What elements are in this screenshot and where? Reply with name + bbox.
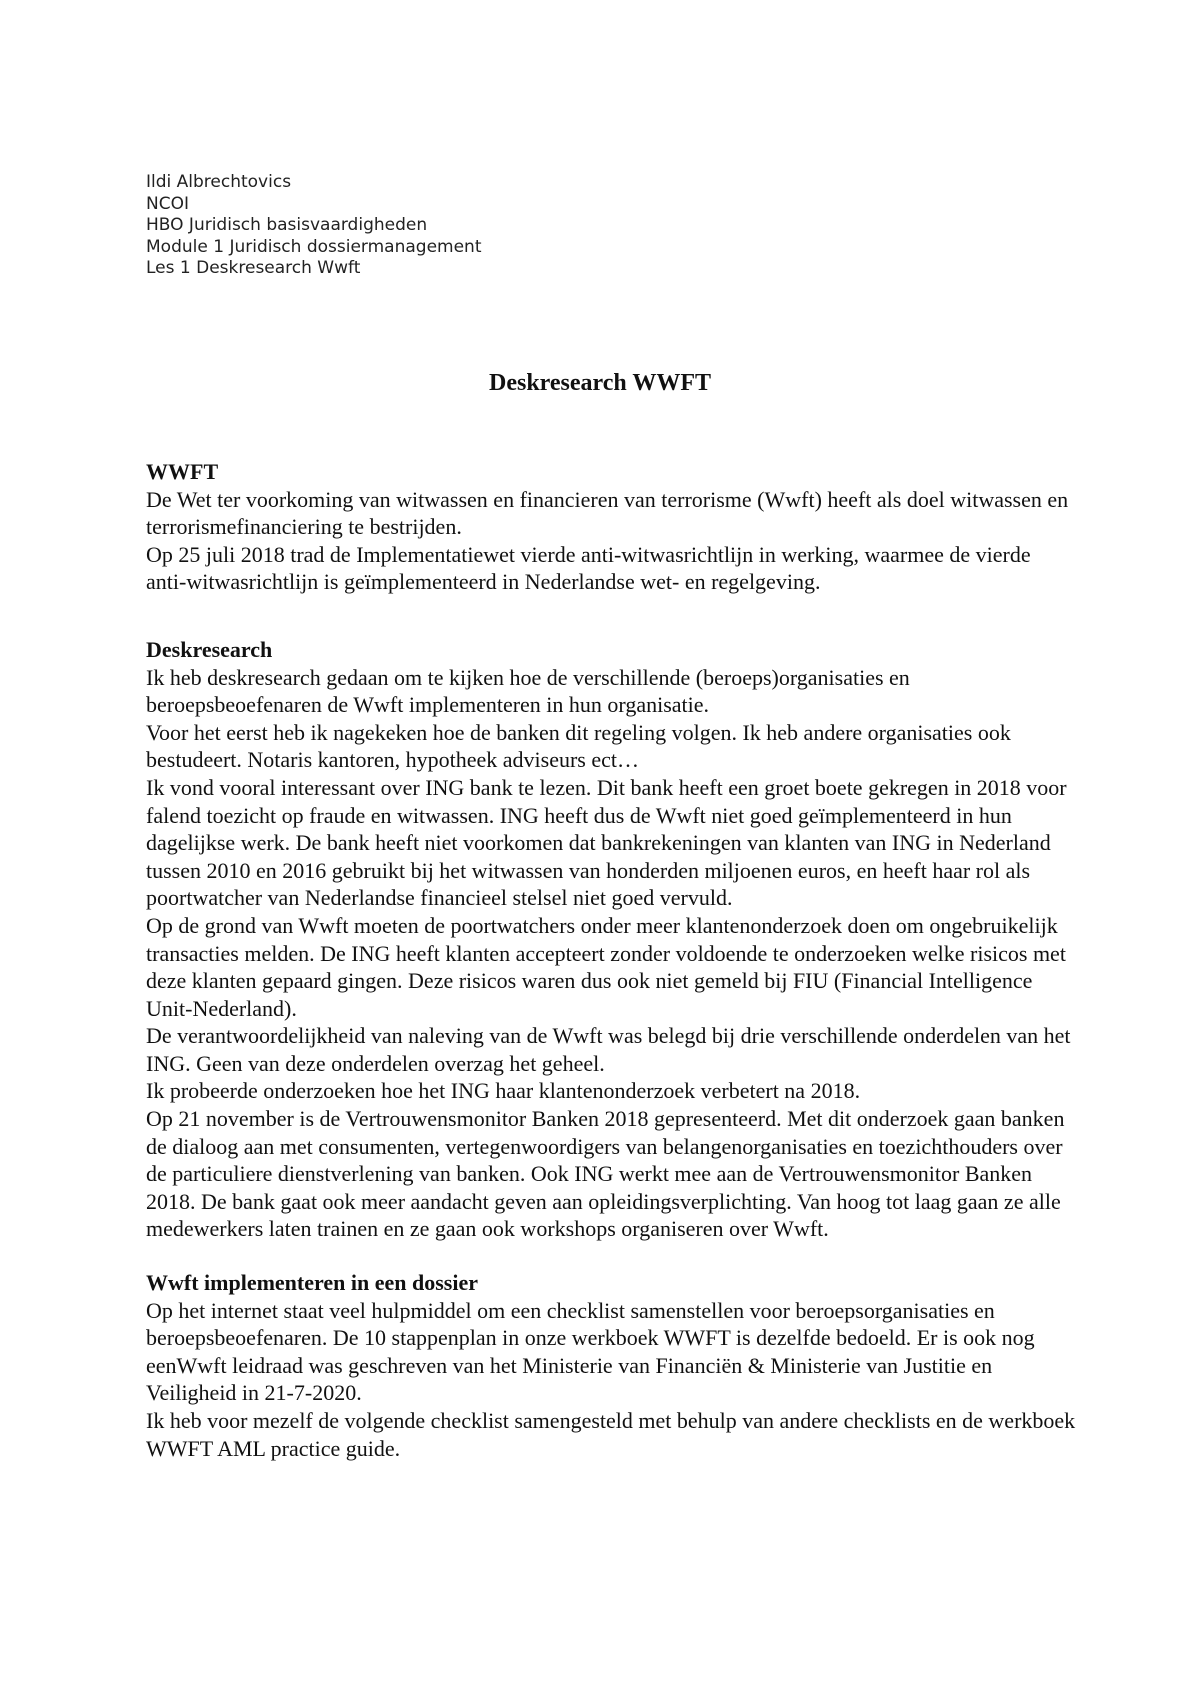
module-name: Module 1 Juridisch dossiermanagement <box>146 236 482 257</box>
paragraph: De Wet ter voorkoming van witwassen en financieren van terrorisme (Wwft) heeft als doel witwassen en terrorismefinanciering te bestrijden. <box>146 486 1069 540</box>
paragraph: Ik vond vooral interessant over ING bank te lezen. Dit bank heeft een groet boete gekregen in 2018 voor falend toezicht op fraude en witwassen. ING heeft dus de Wwft niet goed geïmplementeerd in hun dagelijkse werk. De bank heeft niet voorkomen dat bankrekeningen van klanten van ING in Nederland tussen 2010 en 2016 gebruikt bij het witwassen van honderden miljoenen euros, en heeft haar rol als poortwatcher van Nederlandse financieel stelsel niet goed vervuld. <box>146 774 1067 911</box>
lesson-name: Les 1 Deskresearch Wwft <box>146 258 361 278</box>
author-header <box>146 172 482 280</box>
paragraph: Op het internet staat veel hulpmiddel om een checklist samenstellen voor beroepsorganisaties en beroepsbeoefenaren. De 10 stappenplan in onze werkboek WWFT is dezelfde bedoeld. Er is ook nog eenWwft leidraad was geschreven van het Ministerie van Financiën & Ministerie van Justitie en Veiligheid in 21-7-2020. <box>146 1297 1035 1406</box>
section-heading-deskresearch: Deskresearch <box>146 636 273 662</box>
paragraph: De verantwoordelijkheid van naleving van de Wwft was belegd bij drie verschillende onderdelen van het ING. Geen van deze onderdelen overzag het geheel. <box>146 1023 1071 1076</box>
document-title: Deskresearch WWFT <box>489 370 711 396</box>
paragraph: Op 25 juli 2018 trad de Implementatiewet vierde anti-witwasrichtlijn in werking, waarmee de vierde anti-witwasrichtlijn is geïmplementeerd in Nederlandse wet- en regelgeving. <box>146 541 1031 595</box>
paragraph: Ik heb deskresearch gedaan om te kijken hoe de verschillende (beroeps)organisaties en beroepsbeoefenaren de Wwft implementeren in hun organisatie. <box>146 664 910 718</box>
paragraph: Voor het eerst heb ik nagekeken hoe de banken dit regeling volgen. Ik heb andere organisaties ook bestudeert. Notaris kantoren, hypotheek adviseurs ect… <box>146 719 1011 773</box>
document-body <box>146 458 1076 1462</box>
section-heading-wwft: WWFT <box>146 459 219 484</box>
paragraph: Op de grond van Wwft moeten de poortwatchers onder meer klantenonderzoek doen om ongebruikelijk transacties melden. De ING heeft klanten accepteert zonder voldoende te onderzoeken welke risicos met deze klanten gepaard gingen. Deze risicos waren dus ook niet gemeld bij FIU (Financial Intelligence Unit-Nederland). <box>146 912 1066 1021</box>
author-name: Ildi Albrechtovics <box>146 172 292 192</box>
course-name: HBO Juridisch basisvaardigheden <box>146 215 428 235</box>
section-heading-implementeren: Wwft implementeren in een dossier <box>146 1270 478 1296</box>
paragraph: Op 21 november is de Vertrouwensmonitor Banken 2018 gepresenteerd. Met dit onderzoek gaan banken de dialoog aan met consumenten, vertegenwoordigers van belangenorganisaties en toezichthouders over de particuliere dienstverlening van banken. Ook ING werkt mee aan de Vertrouwensmonitor Banken 2018. De bank gaat ook meer aandacht geven aan opleidingsverplichting. Van hoog tot laag gaan ze alle medewerkers laten trainen en ze gaan ook workshops organiseren over Wwft. <box>146 1106 1065 1242</box>
institution: NCOI <box>146 193 189 214</box>
paragraph: Ik probeerde onderzoeken hoe het ING haar klantenonderzoek verbetert na 2018. <box>146 1078 861 1104</box>
paragraph: Ik heb voor mezelf de volgende checklist samengesteld met behulp van andere checklists en de werkboek WWFT AML practice guide. <box>146 1408 1076 1461</box>
